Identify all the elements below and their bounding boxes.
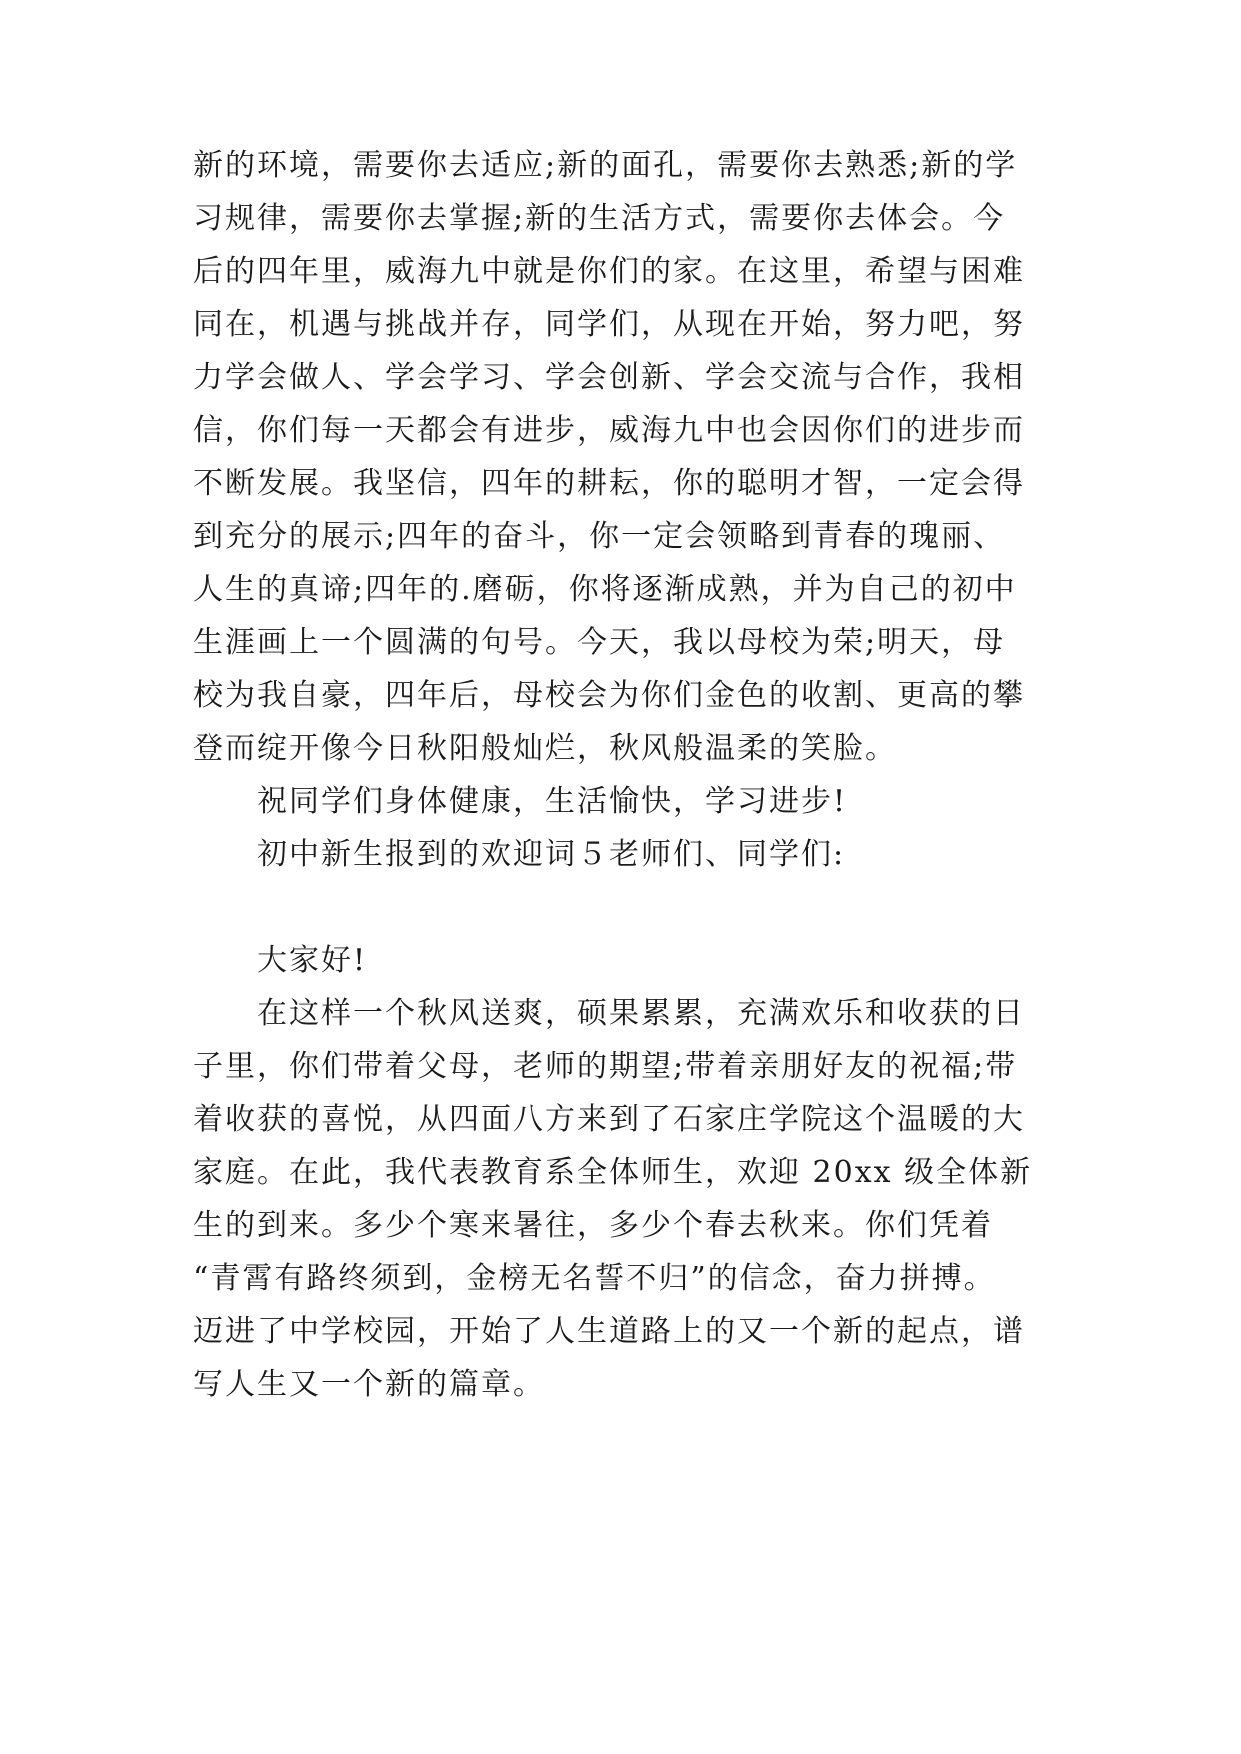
paragraph-line: 习规律，需要你去掌握;新的生活方式，需要你去体会。今 [193, 201, 1006, 236]
paragraph-line: 写人生又一个新的篇章。 [193, 1367, 545, 1402]
heading-line: 初中新生报到的欢迎词５老师们、同学们: [257, 837, 846, 872]
paragraph-line: “青霄有路终须到，金榜无名誓不归”的信念，奋力拼搏。 [193, 1261, 996, 1296]
paragraph-line: 不断发展。我坚信，四年的耕耘，你的聪明才智，一定会得 [193, 466, 1025, 501]
paragraph-line: 家庭。在此，我代表教育系全体师生，欢迎 20xx 级全体新 [193, 1155, 1033, 1190]
paragraph-line: 登而绽开像今日秋阳般灿烂，秋风般温柔的笑脸。 [193, 731, 897, 766]
paragraph-line: 力学会做人、学会学习、学会创新、学会交流与合作，我相 [193, 360, 1025, 395]
paragraph-line: 后的四年里，威海九中就是你们的家。在这里，希望与困难 [193, 254, 1025, 289]
paragraph-line: 生涯画上一个圆满的句号。今天，我以母校为荣;明天，母 [193, 625, 1006, 660]
greeting-line: 大家好! [257, 943, 368, 978]
paragraph-line: 在这样一个秋风送爽，硕果累累，充满欢乐和收获的日 [257, 996, 1025, 1031]
wish-line: 祝同学们身体健康，生活愉快，学习进步! [257, 784, 848, 819]
paragraph-line: 信，你们每一天都会有进步，威海九中也会因你们的进步而 [193, 413, 1025, 448]
paragraph-line: 着收获的喜悦，从四面八方来到了石家庄学院这个温暖的大 [193, 1102, 1025, 1137]
paragraph-line: 新的环境，需要你去适应;新的面孔，需要你去熟悉;新的学 [193, 148, 1018, 183]
paragraph-line: 子里，你们带着父母，老师的期望;带着亲朋好友的祝福;带 [193, 1049, 1018, 1084]
paragraph-line: 人生的真谛;四年的.磨砺，你将逐渐成熟，并为自己的初中 [193, 572, 1017, 607]
paragraph-line: 生的到来。多少个寒来暑往，多少个春去秋来。你们凭着 [193, 1208, 993, 1243]
paragraph-line: 迈进了中学校园，开始了人生道路上的又一个新的起点，谱 [193, 1314, 1025, 1349]
paragraph-line: 到充分的展示;四年的奋斗，你一定会领略到青春的瑰丽、 [193, 519, 1006, 554]
paragraph-line: 同在，机遇与挑战并存，同学们，从现在开始，努力吧，努 [193, 307, 1025, 342]
paragraph-line: 校为我自豪，四年后，母校会为你们金色的收割、更高的攀 [193, 678, 1025, 713]
